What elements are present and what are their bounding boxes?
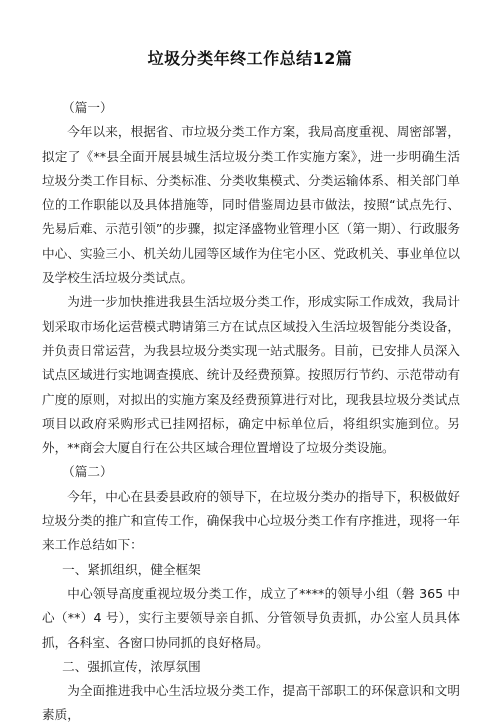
paragraph: 今年以来，根据省、市垃圾分类工作方案，我局高度重视、周密部署，拟定了《**县全面开展县城生活垃圾分类工作实施方案》，进一步明确生活垃圾分类工作目标、分类标准、分类收集模式、分类运输体系、相关部门单位的工作职能以及具体措施等，同时借鉴周边县市做法，按照“试点先行、先易后难、示范引领”的步骤，拟定泽盛物业管理小区（第一期）、行政服务中心、实验三小、机关幼儿园等区域作为住宅小区、党政机关、事业单位以及学校生活垃圾分类试点。 — [42, 124, 460, 286]
paragraph: 今年，中心在县委县政府的领导下，在垃圾分类办的指导下，积极做好垃圾分类的推广和宣传工作，确保我中心垃圾分类工作有序推进，现将一年来工作总结如下： — [42, 488, 460, 553]
paragraph: 为全面推进我中心生活垃圾分类工作，提高干部职工的环保意识和文明素质， — [42, 683, 460, 723]
subheading: 二、强抓宣传，浓厚氛围 — [62, 658, 201, 674]
section-label-2: （篇二） — [62, 464, 113, 480]
paragraph: 中心领导高度重视垃圾分类工作，成立了****的领导小组（磐 365 中心（**）4 号），实行主要领导亲自抓、分管领导负责抓，办公室人员具体抓，各科室、各窗口协同抓的良好格局。 — [42, 585, 460, 650]
document-body — [42, 96, 460, 728]
paragraph: 为进一步加快推进我县生活垃圾分类工作，形成实际工作成效，我局计划采取市场化运营模式聘请第三方在试点区域投入生活垃圾智能分类设备，并负责日常运营，为我县垃圾分类实现一站式服务。目前，已安排人员深入试点区域进行实地调查摸底、统计及经费预算。按照厉行节约、示范带动有广度的原则，对拟出的实施方案及经费预算进行对比，现我县垃圾分类试点项目以政府采购形式已挂网招标，确定中标单位后，将组织实施到位。另外，**商会大厦自行在公共区域合理位置增设了垃圾分类设施。 — [42, 294, 460, 456]
subheading: 一、紧抓组织，健全框架 — [62, 561, 201, 577]
document-title: 垃圾分类年终工作总结12篇 — [147, 49, 353, 68]
section-label-1: （篇一） — [62, 100, 113, 115]
